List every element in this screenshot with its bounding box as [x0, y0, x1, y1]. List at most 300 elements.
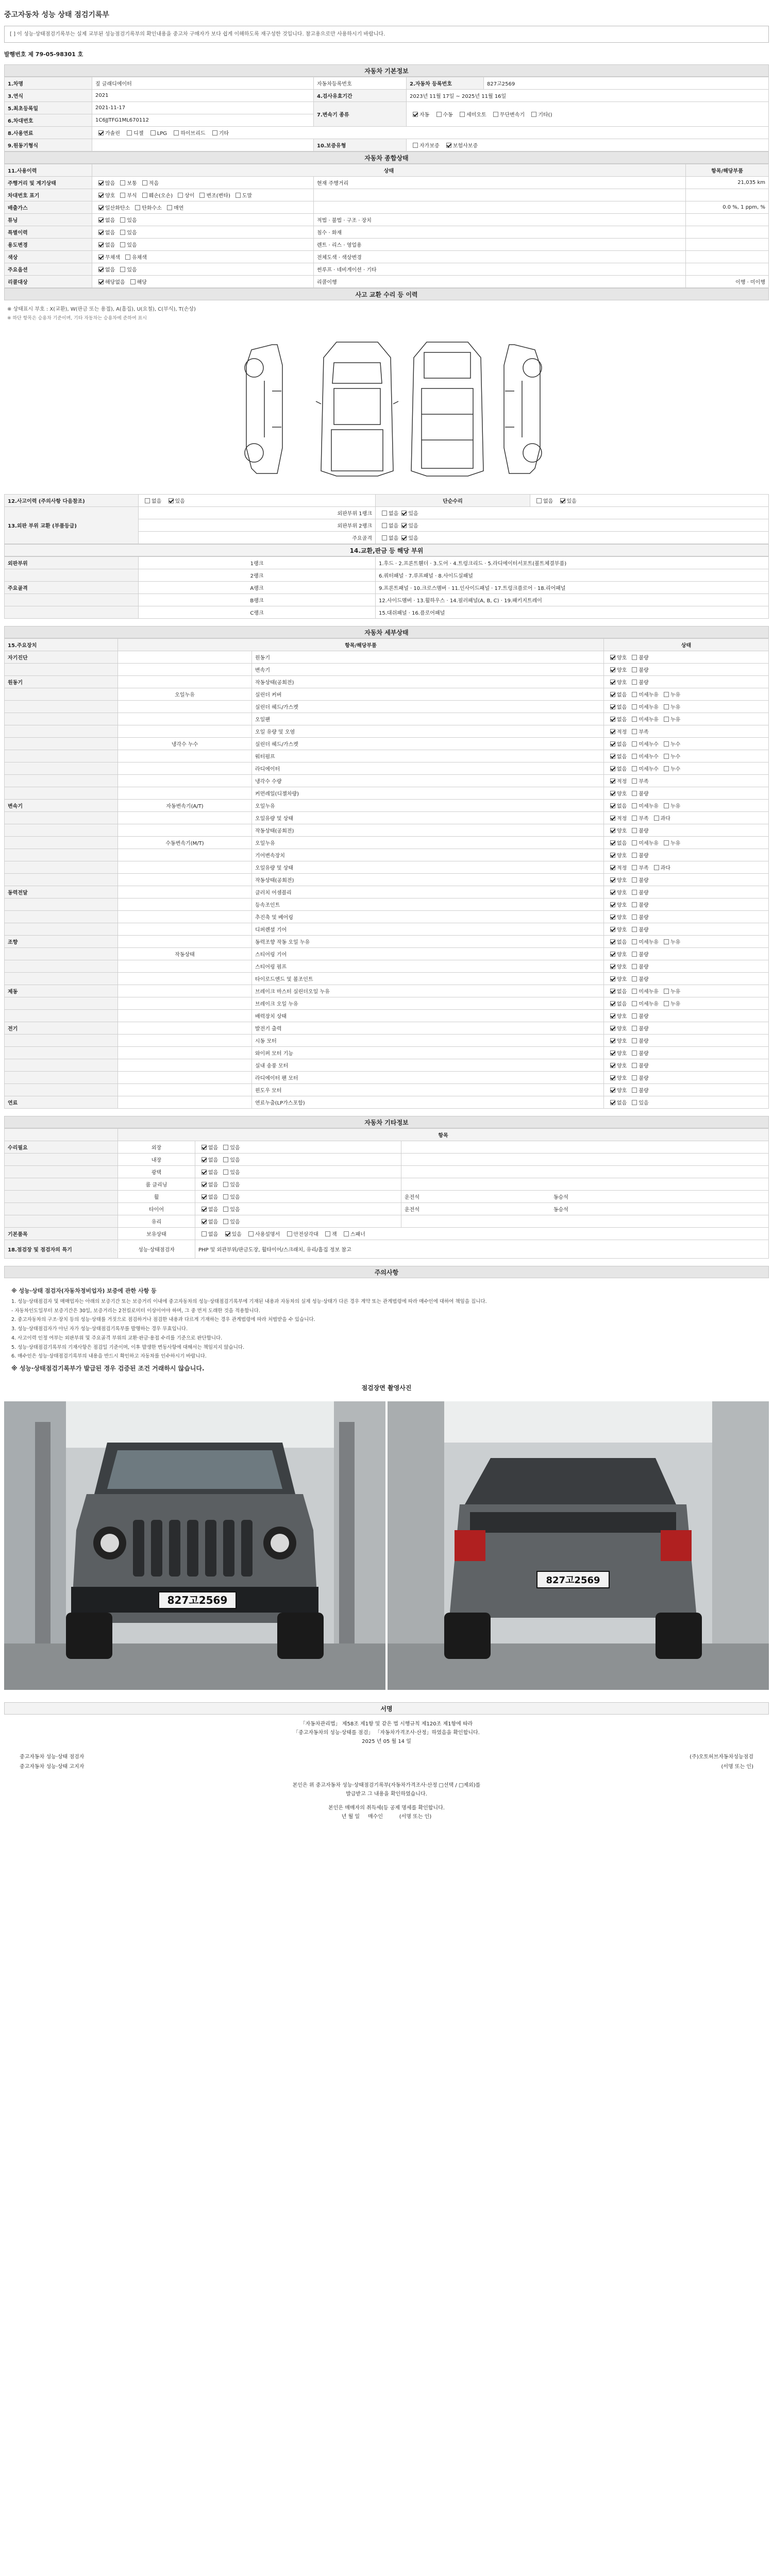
checkbox[interactable]	[223, 1182, 228, 1187]
checkbox[interactable]	[632, 692, 637, 697]
checkbox[interactable]	[664, 704, 669, 709]
checkbox[interactable]	[127, 130, 132, 135]
checkbox[interactable]	[287, 1231, 292, 1236]
first-reg-label: 5.최초등록일	[5, 102, 92, 114]
checkbox[interactable]	[201, 1170, 207, 1175]
other-group	[5, 1166, 118, 1178]
checkbox[interactable]	[610, 853, 615, 858]
detail-system	[5, 948, 118, 960]
checkbox[interactable]	[632, 989, 637, 994]
detail-item: 윈도우 모터	[252, 1084, 604, 1096]
other-extra	[401, 1191, 769, 1203]
rank-items: 1.후드 · 2.프론트휀더 · 3.도어 · 4.트렁크리드 · 5.라디에이터서포트(볼트체결부품)	[376, 557, 769, 569]
damage-header: 사고 교환 수리 등 이력	[4, 288, 769, 300]
summary-row-label: 튜닝	[5, 214, 92, 226]
detail-state	[604, 936, 769, 948]
detail-item: 브레이크 마스터 실린더오일 누유	[252, 985, 604, 997]
checkbox[interactable]	[236, 193, 241, 198]
checkbox[interactable]	[325, 1231, 330, 1236]
car-left-side	[245, 345, 282, 473]
detail-state	[604, 1096, 769, 1109]
detail-subgroup	[118, 750, 252, 762]
checkbox[interactable]	[632, 1075, 637, 1080]
option-label: 도말	[242, 193, 253, 199]
detail-system	[5, 911, 118, 923]
checkbox[interactable]	[632, 754, 637, 759]
checkbox[interactable]	[401, 511, 407, 516]
checkbox[interactable]	[632, 927, 637, 932]
detail-item: 기어변속장치	[252, 849, 604, 861]
checkbox[interactable]	[632, 1050, 637, 1056]
summary-row	[5, 226, 769, 239]
option-label: 불량	[638, 964, 649, 970]
checkbox[interactable]	[632, 717, 637, 722]
detail-state	[604, 1072, 769, 1084]
checkbox[interactable]	[610, 902, 615, 907]
checkbox[interactable]	[98, 193, 104, 198]
summary-row-value	[686, 214, 769, 226]
detail-item: 실린더 커버	[252, 688, 604, 701]
checkbox[interactable]	[382, 511, 387, 516]
checkbox[interactable]	[632, 680, 637, 685]
opinion-sub: 성능·상태점검자	[118, 1240, 195, 1259]
option-label: 있음	[230, 1182, 240, 1188]
checkbox[interactable]	[201, 1207, 207, 1212]
checkbox[interactable]	[610, 976, 615, 981]
checkbox[interactable]	[632, 952, 637, 957]
rank-header: 14.교환,판금 등 해당 부위	[4, 544, 769, 556]
summary-col-2: 상태	[92, 164, 686, 177]
checkbox[interactable]	[632, 1026, 637, 1031]
checkbox[interactable]	[654, 865, 659, 870]
checkbox[interactable]	[610, 741, 615, 747]
checkbox[interactable]	[120, 267, 125, 272]
summary-row-options	[92, 251, 314, 263]
checkbox[interactable]	[664, 939, 669, 944]
detail-system: 동력전달	[5, 886, 118, 899]
checkbox[interactable]	[610, 692, 615, 697]
checkbox[interactable]	[610, 1075, 615, 1080]
checkbox[interactable]	[212, 130, 217, 135]
checkbox[interactable]	[344, 1231, 349, 1236]
summary-row-value: 0.0 %, 1 ppm, %	[686, 201, 769, 214]
checkbox[interactable]	[632, 704, 637, 709]
checkbox[interactable]	[632, 853, 637, 858]
option-label: 없음	[105, 267, 115, 273]
detail-col-2: 항목/해당부품	[118, 639, 604, 651]
other-row	[5, 1215, 769, 1228]
detail-item: 변속기	[252, 664, 604, 676]
detail-item: 배력장치 상태	[252, 1010, 604, 1022]
checkbox[interactable]	[610, 729, 615, 734]
checkbox[interactable]	[531, 112, 536, 117]
detail-state	[604, 1059, 769, 1072]
detail-item: 오일팬	[252, 713, 604, 725]
checkbox[interactable]	[654, 816, 659, 821]
option-label: 미세누유	[638, 841, 659, 846]
checkbox[interactable]	[632, 1088, 637, 1093]
option-label: LPG	[157, 131, 167, 137]
checkbox[interactable]	[610, 704, 615, 709]
option-label: 미세누유	[638, 692, 659, 698]
checkbox[interactable]	[413, 143, 418, 148]
option-label: 불량	[638, 878, 649, 884]
checkbox[interactable]	[632, 1001, 637, 1006]
checkbox[interactable]	[664, 692, 669, 697]
detail-subgroup	[118, 985, 252, 997]
summary-row-extra: 썬루프 · 네비게이션 · 기타	[314, 263, 686, 276]
checkbox[interactable]	[632, 766, 637, 771]
checkbox[interactable]	[610, 1063, 615, 1068]
detail-row	[5, 1096, 769, 1109]
checkbox[interactable]	[610, 1026, 615, 1031]
checkbox[interactable]	[145, 498, 150, 503]
other-group: 수리필요	[5, 1141, 118, 1154]
checkbox[interactable]	[436, 112, 442, 117]
checkbox[interactable]	[610, 989, 615, 994]
checkbox[interactable]	[664, 1001, 669, 1006]
detail-system: 전기	[5, 1022, 118, 1035]
checkbox[interactable]	[98, 217, 104, 223]
checkbox[interactable]	[382, 535, 387, 540]
checkbox[interactable]	[610, 1100, 615, 1105]
detail-system	[5, 849, 118, 861]
checkbox[interactable]	[632, 914, 637, 920]
other-item: 내장	[118, 1154, 195, 1166]
checkbox[interactable]	[664, 717, 669, 722]
summary-row-value	[686, 263, 769, 276]
checkbox[interactable]	[201, 1182, 207, 1187]
checkbox[interactable]	[610, 964, 615, 969]
checkbox[interactable]	[98, 279, 104, 284]
extra-label: 운전석	[405, 1207, 419, 1213]
summary-row-label: 배출가스	[5, 201, 92, 214]
detail-item: 실린더 헤드/가스켓	[252, 701, 604, 713]
detail-row	[5, 812, 769, 824]
checkbox[interactable]	[225, 1231, 230, 1236]
checkbox[interactable]	[125, 255, 130, 260]
summary-row-value	[686, 189, 769, 201]
detail-row	[5, 701, 769, 713]
checkbox[interactable]	[610, 1013, 615, 1019]
checkbox[interactable]	[632, 655, 637, 660]
option-label: 과다	[660, 816, 670, 822]
detail-item: 타이로드엔드 및 볼조인트	[252, 973, 604, 985]
option-label: 미세누유	[638, 989, 659, 995]
checkbox[interactable]	[401, 535, 407, 540]
checkbox[interactable]	[632, 840, 637, 845]
detail-row	[5, 1084, 769, 1096]
detail-subgroup	[118, 787, 252, 800]
checkbox[interactable]	[632, 816, 637, 821]
fuel-label: 8.사용연료	[5, 127, 92, 139]
detail-system: 연료	[5, 1096, 118, 1109]
checkbox[interactable]	[199, 193, 205, 198]
checkbox[interactable]	[135, 205, 140, 210]
checkbox[interactable]	[536, 498, 542, 503]
detail-item: 커먼레일(디젤차량)	[252, 787, 604, 800]
option-label: 없음	[208, 1182, 219, 1188]
checkbox[interactable]	[610, 816, 615, 821]
detail-state	[604, 1010, 769, 1022]
checkbox[interactable]	[446, 143, 451, 148]
summary-row	[5, 201, 769, 214]
checkbox[interactable]	[120, 242, 125, 247]
rank-group	[5, 606, 139, 619]
checkbox[interactable]	[120, 193, 125, 198]
checkbox[interactable]	[142, 193, 147, 198]
other-group	[5, 1203, 118, 1215]
checkbox[interactable]	[664, 766, 669, 771]
rear-photo-svg	[388, 1401, 769, 1690]
option-label: 없음	[617, 754, 627, 760]
checkbox[interactable]	[632, 964, 637, 969]
checkbox[interactable]	[610, 754, 615, 759]
checkbox[interactable]	[560, 498, 565, 503]
checkbox[interactable]	[610, 1050, 615, 1056]
checkbox[interactable]	[169, 498, 174, 503]
checkbox[interactable]	[664, 989, 669, 994]
checkbox[interactable]	[632, 865, 637, 870]
checkbox[interactable]	[201, 1194, 207, 1199]
fuel-options	[92, 127, 769, 139]
detail-state	[604, 787, 769, 800]
option-label: 불량	[638, 1014, 649, 1020]
detail-item: 오일유량 및 상태	[252, 812, 604, 824]
checkbox[interactable]	[610, 791, 615, 796]
checkbox[interactable]	[150, 130, 156, 135]
checkbox[interactable]	[223, 1194, 228, 1199]
option-label: 양호	[617, 878, 627, 884]
checkbox[interactable]	[610, 1088, 615, 1093]
checkbox[interactable]	[493, 112, 498, 117]
checkbox[interactable]	[201, 1157, 207, 1162]
summary-row-label: 용도변경	[5, 239, 92, 251]
damage-legend: ※ 상태표시 부호 : X(교환), W(판금 또는 용접), A(흠집), U(요철), C(부식), T(손상)	[7, 307, 196, 312]
detail-system	[5, 960, 118, 973]
option-label: 양호	[617, 1026, 627, 1032]
detail-header: 자동차 세부상태	[4, 626, 769, 638]
checkbox[interactable]	[632, 741, 637, 747]
detail-row	[5, 936, 769, 948]
checkbox[interactable]	[382, 523, 387, 528]
checkbox[interactable]	[610, 778, 615, 784]
checkbox[interactable]	[610, 766, 615, 771]
detail-item: 작동상태(공회전)	[252, 824, 604, 837]
detail-row	[5, 899, 769, 911]
checkbox[interactable]	[120, 217, 125, 223]
checkbox[interactable]	[610, 717, 615, 722]
checkbox[interactable]	[632, 667, 637, 672]
checkbox[interactable]	[142, 180, 147, 185]
checkbox[interactable]	[98, 242, 104, 247]
checkbox[interactable]	[664, 754, 669, 759]
checkbox[interactable]	[223, 1145, 228, 1150]
checkbox[interactable]	[98, 130, 104, 135]
checkbox[interactable]	[610, 952, 615, 957]
option-label: 양호	[617, 1014, 627, 1020]
other-item: 타이어	[118, 1203, 195, 1215]
first-reg-value: 2021-11-17	[92, 102, 314, 114]
option-label: 누유	[670, 940, 681, 945]
detail-state	[604, 985, 769, 997]
detail-row	[5, 861, 769, 874]
checkbox[interactable]	[201, 1219, 207, 1224]
checkbox[interactable]	[413, 112, 418, 117]
detail-state	[604, 1022, 769, 1035]
option-label: 기타()	[538, 112, 552, 118]
basic-items-sub: 보유상태	[118, 1228, 195, 1240]
detail-item: 원동기	[252, 651, 604, 664]
detail-state	[604, 960, 769, 973]
detail-system	[5, 812, 118, 824]
checkbox[interactable]	[610, 939, 615, 944]
detail-item: 등속조인트	[252, 899, 604, 911]
option-label: 있음	[127, 243, 137, 248]
detail-row	[5, 800, 769, 812]
checkbox[interactable]	[632, 902, 637, 907]
checkbox[interactable]	[610, 680, 615, 685]
option-label: 부식	[127, 193, 137, 199]
option-label: 미세누수	[638, 754, 659, 760]
detail-state	[604, 1047, 769, 1059]
checkbox[interactable]	[664, 803, 669, 808]
detail-item: 실린더 헤드/가스켓	[252, 738, 604, 750]
checkbox[interactable]	[610, 1038, 615, 1043]
checkbox[interactable]	[178, 193, 183, 198]
checkbox[interactable]	[98, 180, 104, 185]
detail-state	[604, 911, 769, 923]
buyer-block	[4, 1776, 769, 1826]
checkbox[interactable]	[632, 877, 637, 883]
checkbox[interactable]	[201, 1231, 207, 1236]
checkbox[interactable]	[610, 890, 615, 895]
detail-state	[604, 1035, 769, 1047]
basic-items-opts	[195, 1228, 769, 1240]
option-label: 있음	[230, 1158, 240, 1163]
option-label: 양호	[617, 952, 627, 958]
checkbox[interactable]	[610, 803, 615, 808]
outer-rank-2-opts: 없음 있음	[376, 519, 769, 532]
checkbox[interactable]	[223, 1157, 228, 1162]
car-top-view	[316, 342, 398, 476]
inspection-period-label: 4.검사유효기간	[314, 90, 407, 102]
basic-items-label: 기본품목	[5, 1228, 118, 1240]
detail-subgroup	[118, 676, 252, 688]
checkbox[interactable]	[610, 828, 615, 833]
checkbox[interactable]	[120, 180, 125, 185]
checkbox[interactable]	[632, 890, 637, 895]
checkbox[interactable]	[632, 828, 637, 833]
checkbox[interactable]	[167, 205, 172, 210]
detail-state	[604, 1084, 769, 1096]
checkbox[interactable]	[632, 1013, 637, 1019]
detail-state	[604, 923, 769, 936]
car-diagram-svg	[4, 324, 769, 494]
checkbox[interactable]	[98, 267, 104, 272]
checkbox[interactable]	[632, 791, 637, 796]
detail-state	[604, 701, 769, 713]
checkbox[interactable]	[174, 130, 179, 135]
detail-subgroup	[118, 874, 252, 886]
checkbox[interactable]	[610, 840, 615, 845]
checkbox[interactable]	[632, 1038, 637, 1043]
checkbox[interactable]	[130, 279, 136, 284]
summary-row-extra: 리콜이행	[314, 276, 686, 288]
checkbox[interactable]	[664, 741, 669, 747]
detail-system	[5, 664, 118, 676]
option-label: 양호	[617, 828, 627, 834]
checkbox[interactable]	[610, 877, 615, 883]
summary-row-options	[92, 226, 314, 239]
checkbox[interactable]	[632, 778, 637, 784]
checkbox[interactable]	[223, 1219, 228, 1224]
detail-row	[5, 1022, 769, 1035]
checkbox[interactable]	[610, 1001, 615, 1006]
checkbox[interactable]	[98, 205, 104, 210]
checkbox[interactable]	[632, 939, 637, 944]
checkbox[interactable]	[460, 112, 465, 117]
other-extra	[401, 1141, 769, 1154]
checkbox[interactable]	[632, 1063, 637, 1068]
option-label: 불량	[638, 1026, 649, 1032]
summary-row-extra: 렌트 · 리스 · 영업용	[314, 239, 686, 251]
checkbox[interactable]	[632, 1100, 637, 1105]
detail-system	[5, 701, 118, 713]
checkbox[interactable]	[401, 523, 407, 528]
checkbox[interactable]	[610, 865, 615, 870]
checkbox[interactable]	[223, 1170, 228, 1175]
summary-row-extra: 침수 · 화재	[314, 226, 686, 239]
option-label: 없음	[617, 804, 627, 809]
checkbox[interactable]	[201, 1145, 207, 1150]
checkbox[interactable]	[248, 1231, 254, 1236]
checkbox[interactable]	[98, 230, 104, 235]
other-item: 광택	[118, 1166, 195, 1178]
option-label: 사용설명서	[255, 1232, 280, 1238]
option-label: 과다	[660, 866, 670, 871]
checkbox[interactable]	[632, 803, 637, 808]
detail-row	[5, 750, 769, 762]
option-label: 잭	[332, 1232, 337, 1238]
checkbox[interactable]	[610, 927, 615, 932]
detail-state	[604, 750, 769, 762]
vin-value: 1C6JJTFG1ML670112	[92, 114, 314, 127]
summary-row	[5, 189, 769, 201]
checkbox[interactable]	[98, 255, 104, 260]
notes-warning: ※ 성능·상태 점검자(자동차정비업자) 보증에 관한 사항 등	[11, 1287, 157, 1294]
checkbox[interactable]	[610, 667, 615, 672]
summary-row-options	[92, 189, 314, 201]
checkbox[interactable]	[664, 840, 669, 845]
other-extra	[401, 1215, 769, 1228]
detail-system	[5, 1072, 118, 1084]
buyer-sign: (서명 또는 인)	[399, 1814, 432, 1820]
checkbox[interactable]	[632, 729, 637, 734]
checkbox[interactable]	[120, 230, 125, 235]
checkbox[interactable]	[610, 914, 615, 920]
checkbox[interactable]	[610, 655, 615, 660]
option-label: 양호	[617, 791, 627, 797]
checkbox[interactable]	[632, 976, 637, 981]
detail-row	[5, 1035, 769, 1047]
detail-row	[5, 849, 769, 861]
checkbox[interactable]	[223, 1207, 228, 1212]
detail-row	[5, 738, 769, 750]
detail-subgroup	[118, 1072, 252, 1084]
detail-state	[604, 800, 769, 812]
option-label: 있음	[127, 230, 137, 236]
